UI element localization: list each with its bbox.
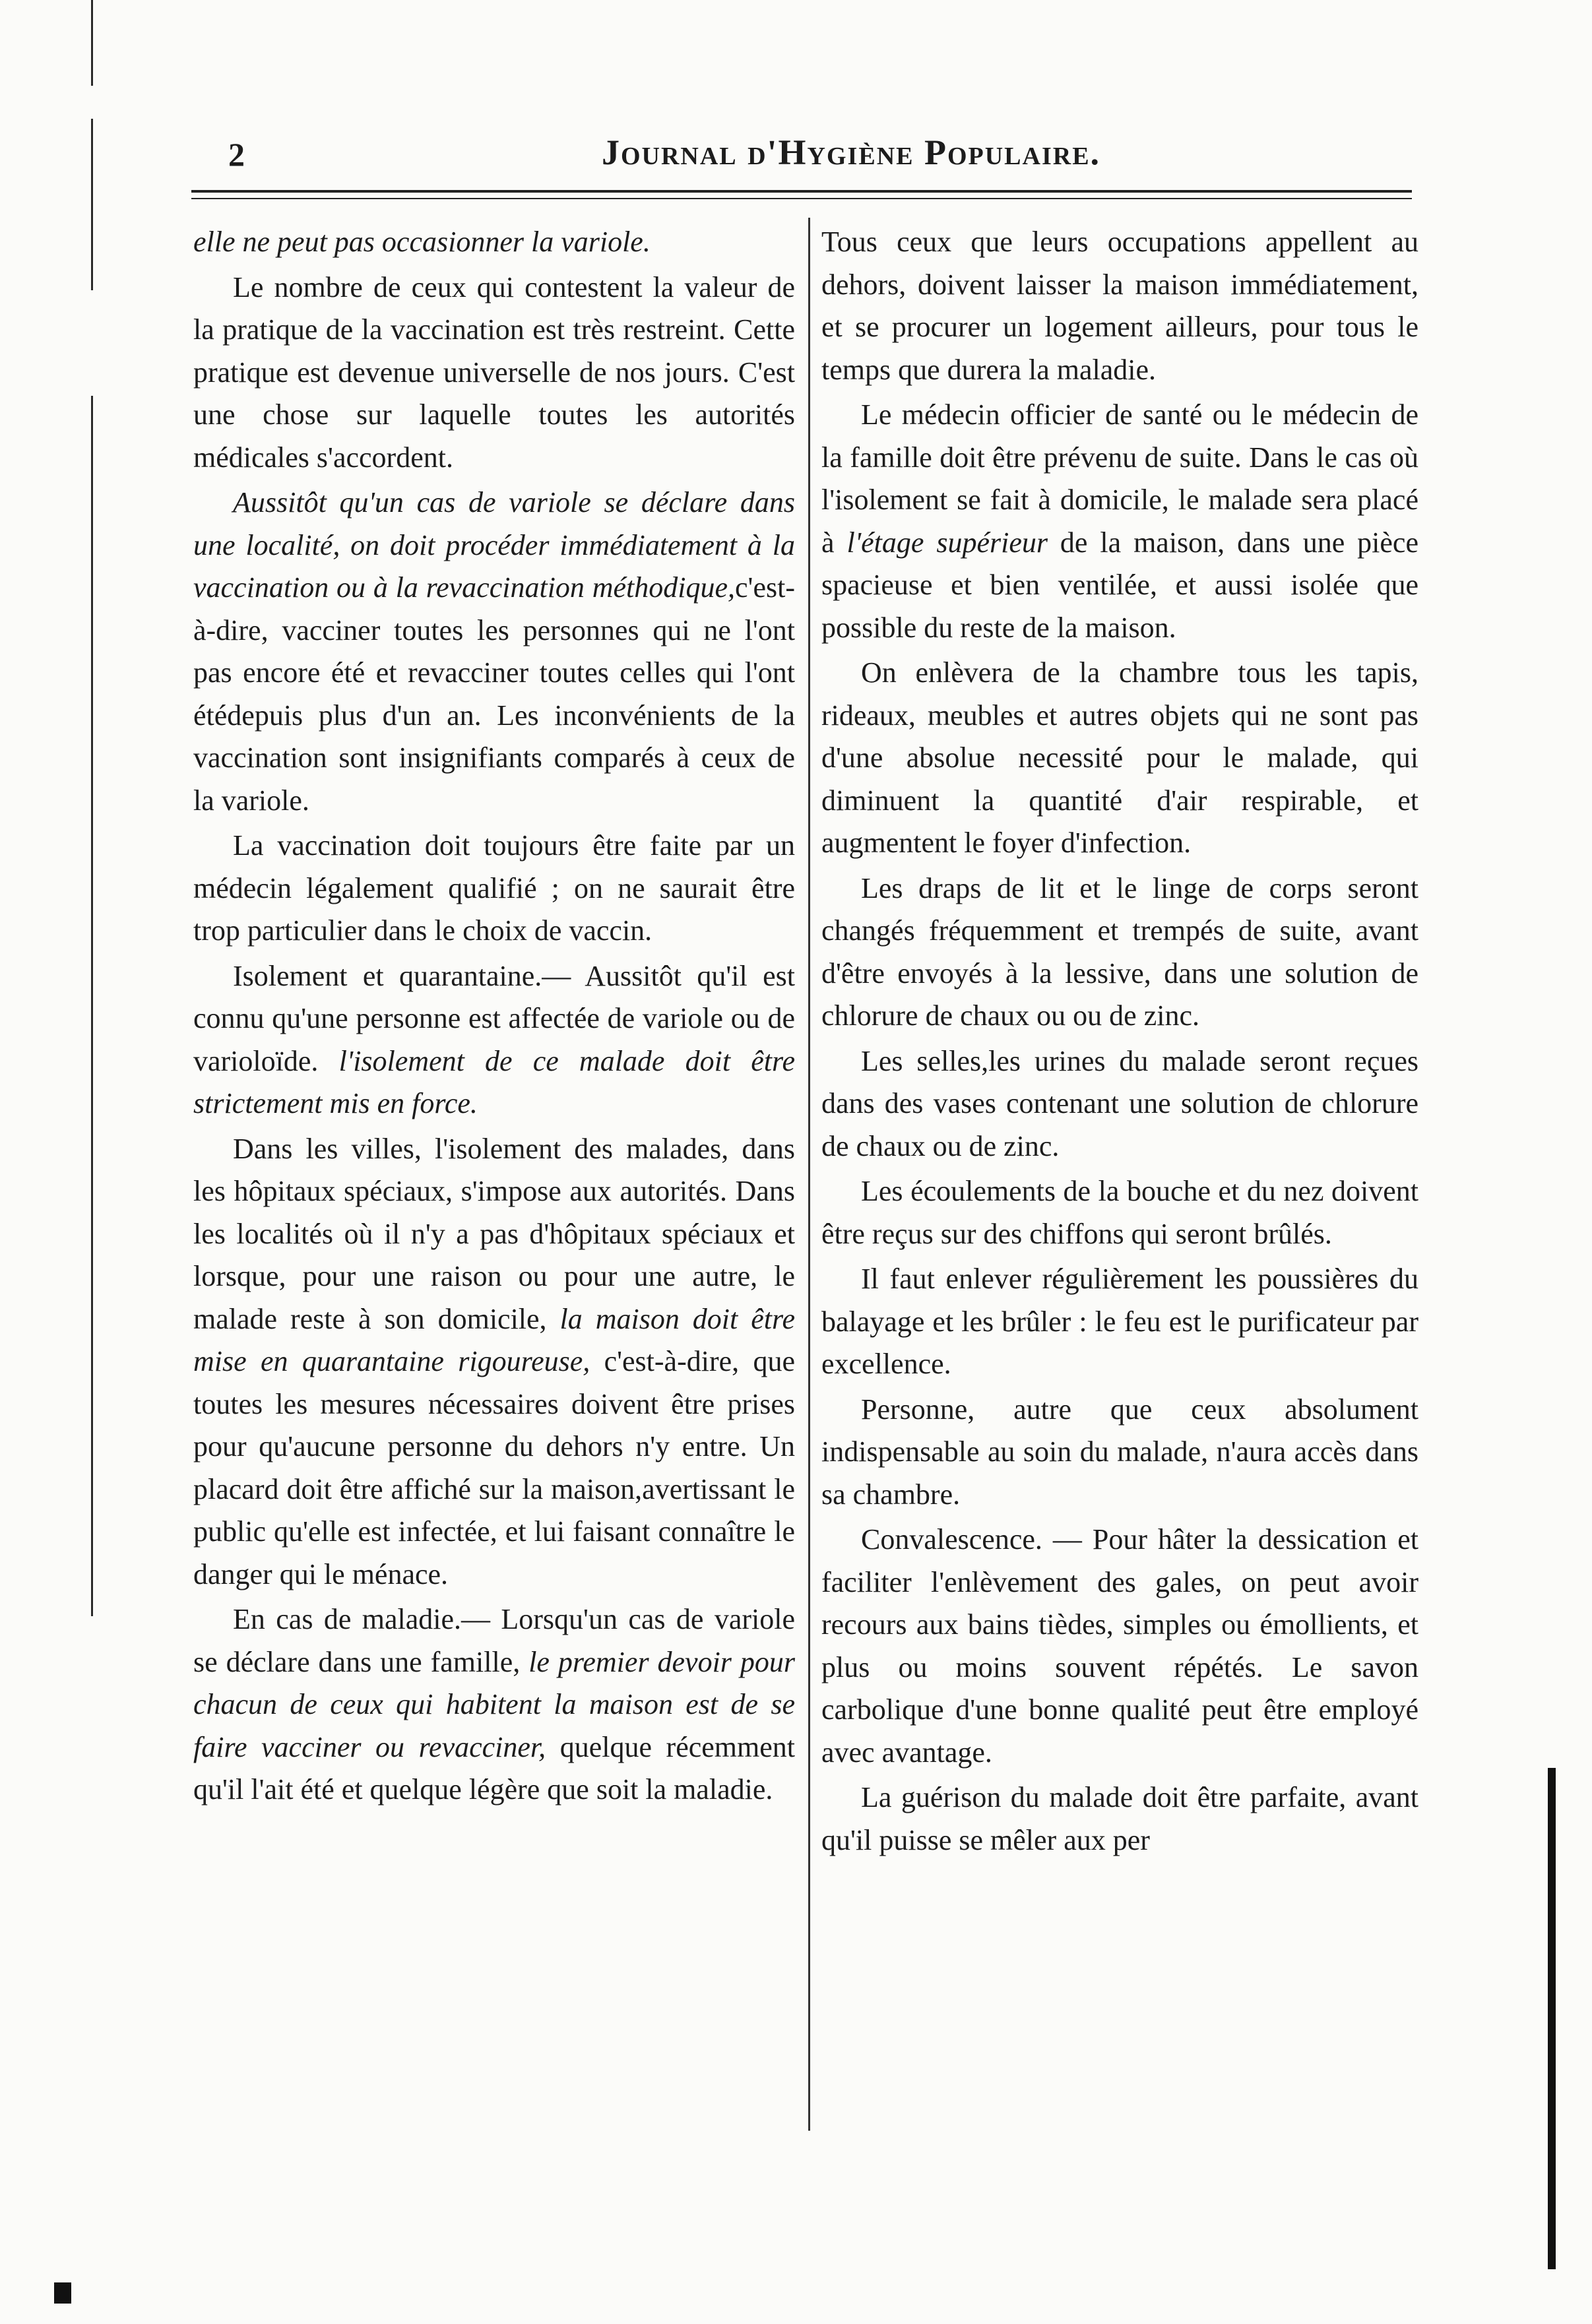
italic-text: le premier devoir pour chacun de ceux qui habitent la maison est de se faire vacciner ou revacciner, bbox=[193, 1645, 795, 1763]
text-run: Isolement et quarantaine.— Aussitôt qu'il est connu qu'une personne est affectée de variole ou de varioloïde. bbox=[193, 959, 795, 1077]
text-run: Tous ceux que leurs occupations appellent au dehors, doivent laisser la maison immédiatement, et se procurer un logement ailleurs, pour tous le temps que durera la maladie. bbox=[821, 226, 1418, 386]
text-run: En cas de maladie.— Lorsqu'un cas de variole se déclare dans une famille, bbox=[193, 1603, 795, 1678]
text-run: c'est-à-dire, vacciner toutes les personnes qui ne l'ont pas encore été et revacciner toutes celles qui l'ont étédepuis plus d'un an. Les inconvénients de la vaccination sont insignifiants comparés à ceux de la variole. bbox=[193, 571, 795, 817]
paragraph bbox=[821, 1776, 1418, 1862]
italic-text: l'isolement de ce malade doit être strictement mis en force. bbox=[193, 1044, 796, 1119]
text-run: de la maison, dans une pièce spacieuse et bien ventilée, et aussi isolée que possible du reste de la maison. bbox=[821, 526, 1418, 644]
italic-text: l'étage supérieur bbox=[846, 526, 1048, 559]
paragraph bbox=[193, 221, 795, 264]
text-run: On enlèvera de la chambre tous les tapis, rideaux, meubles et autres objets qui ne sont pas d'une absolue necessité pour le malade, qui diminuent la quantité d'air respirable, et augmentent le foyer d'infection. bbox=[821, 656, 1418, 859]
paragraph bbox=[821, 221, 1418, 391]
text-run: La vaccination doit toujours être faite par un médecin légalement qualifié ; on ne saurait être trop particulier dans le choix de vaccin. bbox=[193, 829, 795, 947]
paragraph bbox=[193, 267, 795, 480]
paragraph bbox=[821, 1389, 1418, 1517]
text-run: Les écoulements de la bouche et du nez doivent être reçus sur des chiffons qui seront brûlés. bbox=[821, 1175, 1418, 1250]
paragraph bbox=[193, 955, 795, 1125]
paragraph bbox=[193, 482, 795, 822]
margin-scan-line bbox=[91, 1055, 93, 1616]
text-run: Dans les villes, l'isolement des malades, dans les hôpitaux spéciaux, s'impose aux autorités. Dans les localités où il n'y a pas d'hôpitaux spéciaux et lorsque, pour une raison ou pour une autre, le malade reste à son domicile, bbox=[193, 1132, 795, 1335]
paragraph bbox=[193, 1598, 795, 1811]
margin-scan-line bbox=[91, 119, 93, 290]
italic-text: Aussitôt qu'un cas de variole se déclare dans une localité, on doit procéder immédiatement à la vaccination ou à la revaccination méthodique, bbox=[193, 486, 795, 604]
left-column bbox=[193, 221, 795, 1811]
italic-text: la maison doit être mise en quarantaine rigoureuse, bbox=[193, 1302, 795, 1377]
text-run: La guérison du malade doit être parfaite, avant qu'il puisse se mêler aux per bbox=[821, 1781, 1418, 1856]
text-run: Les draps de lit et le linge de corps seront changés fréquemment et trempés de suite, avant d'être envoyés à la lessive, dans une solution de chlorure de chaux ou ou de zinc. bbox=[821, 871, 1418, 1032]
text-run: Le nombre de ceux qui contestent la valeur de la pratique de la vaccination est très restreint. Cette pratique est devenue universelle de nos jours. C'est une chose sur laquelle toutes les autorités médicales s'accordent. bbox=[193, 270, 795, 474]
paragraph bbox=[821, 1519, 1418, 1774]
text-run: Il faut enlever régulièrement les poussières du balayage et les brûler : le feu est le purificateur par excellence. bbox=[821, 1263, 1418, 1380]
running-title: Journal d'Hygiène Populaire. bbox=[601, 133, 1101, 172]
text-run: Personne, autre que ceux absolument indispensable au soin du malade, n'aura accès dans sa chambre. bbox=[821, 1393, 1418, 1511]
header-rule bbox=[191, 198, 1412, 199]
scan-edge-mark bbox=[1548, 1768, 1556, 2269]
paragraph bbox=[821, 1258, 1418, 1386]
page-number: 2 bbox=[228, 136, 245, 173]
paragraph bbox=[821, 1040, 1418, 1168]
paragraph bbox=[193, 1128, 795, 1596]
scan-speck bbox=[54, 2282, 71, 2304]
text-run: Les selles,les urines du malade seront reçues dans des vases contenant une solution de chlorure de chaux ou de zinc. bbox=[821, 1044, 1418, 1162]
text-run: Le médecin officier de santé ou le médecin de la famille doit être prévenu de suite. Dans le cas où l'isolement se fait à domicile, le malade sera placé à bbox=[821, 398, 1418, 559]
text-run: Convalescence. — Pour hâter la dessication et faciliter l'enlèvement des gales, on peut avoir recours aux bains tièdes, simples ou émollients, et plus ou moins souvent répétés. Le savon carbolique d'une bonne qualité peut être employé avec avantage. bbox=[821, 1523, 1418, 1769]
paragraph bbox=[821, 652, 1418, 865]
italic-text: elle ne peut pas occasionner la variole. bbox=[193, 226, 651, 258]
right-column bbox=[821, 221, 1418, 1862]
paragraph bbox=[821, 867, 1418, 1038]
header-rule bbox=[191, 190, 1412, 193]
paragraph bbox=[821, 1170, 1418, 1255]
paragraph bbox=[821, 394, 1418, 649]
text-run: c'est-à-dire, que toutes les mesures nécessaires doivent être prises pour qu'aucune personne du dehors n'y entre. Un placard doit être affiché sur la maison,avertissant le public qu'elle est infectée, et lui faisant connaître le danger qui le ménace. bbox=[193, 1345, 795, 1590]
text-run: quelque récemment qu'il l'ait été et quelque légère que soit la maladie. bbox=[193, 1730, 796, 1806]
margin-scan-line bbox=[91, 396, 93, 1055]
paragraph bbox=[193, 825, 795, 953]
margin-scan-line bbox=[91, 0, 93, 86]
column-divider bbox=[808, 218, 810, 2131]
